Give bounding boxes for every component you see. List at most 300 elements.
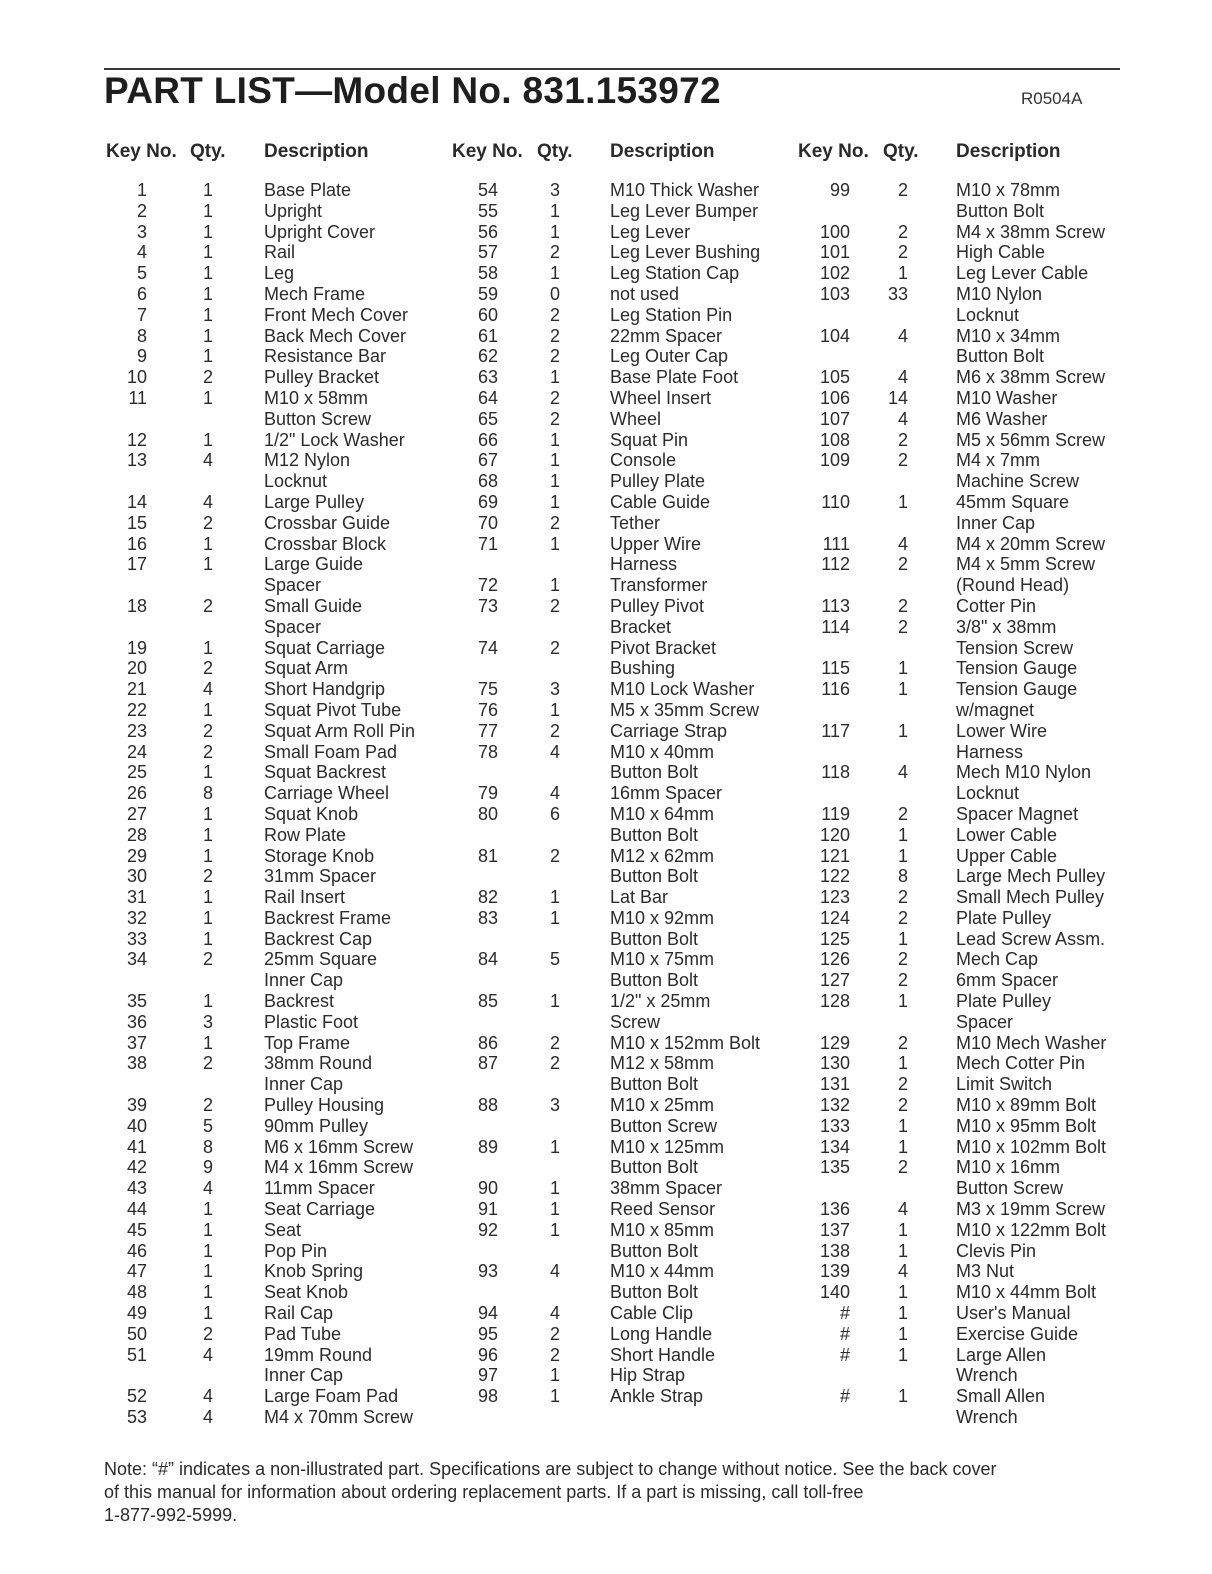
- part-description: Mech Cap: [956, 949, 1039, 970]
- part-qty: 2: [549, 408, 560, 429]
- part-qty: 1: [897, 1219, 908, 1240]
- part-qty: 1: [202, 304, 213, 325]
- table-row: [0, 596, 1212, 617]
- part-description: Hip Strap: [610, 1365, 686, 1386]
- header-qty-2: Qty.: [537, 141, 573, 162]
- part-description: Leg Lever Bumper: [610, 200, 759, 221]
- table-row: [0, 201, 1212, 222]
- footnote-line: 1-877-992-5999.: [104, 1505, 238, 1525]
- part-qty: 1: [202, 928, 213, 949]
- part-qty: 1: [549, 200, 560, 221]
- part-qty: 1: [202, 1303, 213, 1324]
- table-row: [0, 658, 1212, 679]
- part-description: M4 x 38mm Screw: [956, 221, 1106, 242]
- table-row: [0, 929, 1212, 950]
- part-key-no: 138: [819, 1240, 850, 1261]
- part-key-no: 62: [477, 346, 498, 367]
- part-qty: 2: [549, 304, 560, 325]
- part-description: Bushing: [610, 658, 676, 679]
- part-description: Ankle Strap: [610, 1386, 704, 1407]
- part-description: Leg Lever Cable: [956, 263, 1089, 284]
- part-key-no: 13: [126, 450, 147, 471]
- part-key-no: 22: [126, 699, 147, 720]
- part-description: Small Mech Pulley: [956, 887, 1105, 908]
- part-qty: 2: [897, 221, 908, 242]
- part-description: M12 Nylon: [264, 450, 351, 471]
- part-description: M5 x 35mm Screw: [610, 699, 760, 720]
- table-row: [0, 1033, 1212, 1054]
- part-key-no: 54: [477, 180, 498, 200]
- part-key-no: 28: [126, 824, 147, 845]
- part-description: 38mm Spacer: [610, 1178, 723, 1199]
- table-row: [0, 949, 1212, 970]
- part-qty: 2: [549, 845, 560, 866]
- table-row: [0, 970, 1212, 991]
- part-qty: 1: [549, 450, 560, 471]
- part-qty: 4: [549, 741, 560, 762]
- part-description: M10 x 44mm: [610, 1261, 715, 1282]
- table-row: [0, 679, 1212, 700]
- part-description: M4 x 5mm Screw: [956, 554, 1096, 575]
- part-description: M3 x 19mm Screw: [956, 1199, 1106, 1220]
- part-qty: 2: [897, 803, 908, 824]
- document-code: R0504A: [1021, 89, 1083, 108]
- part-key-no: 35: [126, 991, 147, 1012]
- part-key-no: 53: [126, 1407, 147, 1428]
- table-row: [0, 284, 1212, 305]
- part-description: Knob Spring: [264, 1261, 364, 1282]
- part-key-no: 117: [821, 720, 850, 741]
- part-key-no: 76: [477, 699, 498, 720]
- part-key-no: 122: [819, 866, 850, 887]
- part-qty: 1: [897, 658, 908, 679]
- part-key-no: 5: [136, 263, 147, 284]
- part-key-no: 79: [477, 783, 498, 804]
- part-description: Harness: [956, 741, 1024, 762]
- part-description: M10 x 34mm: [956, 325, 1061, 346]
- part-description: M5 x 56mm Screw: [956, 429, 1106, 450]
- part-description: Tether: [610, 512, 661, 533]
- part-key-no: 26: [126, 783, 147, 804]
- table-row: [0, 908, 1212, 929]
- part-key-no: 75: [477, 679, 498, 700]
- part-key-no: 73: [477, 595, 498, 616]
- part-key-no: #: [839, 1344, 850, 1365]
- part-description: M10 Nylon: [956, 283, 1043, 304]
- part-description: Upper Cable: [956, 845, 1058, 866]
- part-description: Button Bolt: [610, 1074, 699, 1095]
- part-description: Pulley Pivot: [610, 595, 705, 616]
- part-key-no: 65: [477, 408, 498, 429]
- part-qty: 1: [202, 429, 213, 450]
- part-description: Carriage Strap: [610, 720, 728, 741]
- table-row: [0, 638, 1212, 659]
- part-qty: 1: [202, 907, 213, 928]
- part-description: Machine Screw: [956, 471, 1080, 492]
- part-key-no: 18: [126, 595, 147, 616]
- part-description: Spacer Magnet: [956, 803, 1079, 824]
- table-row: [0, 222, 1212, 243]
- part-qty: 1: [549, 221, 560, 242]
- part-description: Bracket: [610, 616, 672, 637]
- part-description: Harness: [610, 554, 678, 575]
- part-key-no: 137: [819, 1219, 850, 1240]
- part-qty: 1: [202, 762, 213, 783]
- part-description: Crossbar Guide: [264, 512, 391, 533]
- part-key-no: 38: [126, 1053, 147, 1074]
- header-description-3: Description: [956, 141, 1061, 162]
- part-qty: 2: [202, 1053, 213, 1074]
- part-description: M6 x 16mm Screw: [264, 1136, 414, 1157]
- part-description: Squat Carriage: [264, 637, 386, 658]
- part-key-no: 77: [477, 720, 498, 741]
- part-qty: 2: [897, 450, 908, 471]
- part-qty: 1: [549, 491, 560, 512]
- part-description: 11mm Spacer: [264, 1178, 375, 1199]
- part-description: Storage Knob: [264, 845, 375, 866]
- part-qty: 2: [202, 949, 213, 970]
- footnote-line: Note: “#” indicates a non-illustrated part. Specifications are subject to change without notice. See the back cover: [104, 1459, 997, 1479]
- table-row: [0, 1157, 1212, 1178]
- part-key-no: 3: [136, 221, 147, 242]
- part-qty: 2: [897, 1032, 908, 1053]
- table-row: [0, 575, 1212, 596]
- part-description: 6mm Spacer: [956, 970, 1059, 991]
- part-key-no: 41: [126, 1136, 147, 1157]
- part-description: M10 x 16mm: [956, 1157, 1061, 1178]
- part-key-no: 109: [819, 450, 850, 471]
- part-description: M10 x 64mm: [610, 803, 715, 824]
- part-key-no: 89: [477, 1136, 498, 1157]
- part-qty: 14: [887, 387, 908, 408]
- part-qty: 1: [897, 845, 908, 866]
- part-key-no: #: [839, 1303, 850, 1324]
- part-qty: 1: [897, 1303, 908, 1324]
- part-description: Inner Cap: [956, 512, 1036, 533]
- part-description: Button Bolt: [956, 346, 1045, 367]
- part-description: 38mm Round: [264, 1053, 373, 1074]
- part-key-no: 59: [477, 283, 498, 304]
- part-qty: 4: [202, 679, 213, 700]
- part-qty: 1: [897, 1386, 908, 1407]
- part-key-no: 15: [126, 512, 147, 533]
- part-description: Leg Lever Bushing: [610, 242, 761, 263]
- part-key-no: 71: [477, 533, 498, 554]
- part-key-no: 136: [819, 1199, 850, 1220]
- part-qty: 1: [549, 1199, 560, 1220]
- part-description: Crossbar Block: [264, 533, 387, 554]
- part-description: Plate Pulley: [956, 991, 1052, 1012]
- part-qty: 4: [549, 1303, 560, 1324]
- table-row: [0, 1303, 1212, 1324]
- part-key-no: 51: [126, 1344, 147, 1365]
- part-qty: 2: [549, 720, 560, 741]
- part-qty: 1: [202, 845, 213, 866]
- part-qty: 4: [549, 783, 560, 804]
- part-description: M10 x 125mm: [610, 1136, 725, 1157]
- part-key-no: 86: [477, 1032, 498, 1053]
- table-row: [0, 887, 1212, 908]
- part-description: M10 x 40mm: [610, 741, 715, 762]
- table-row: [0, 1365, 1212, 1386]
- part-qty: 1: [897, 928, 908, 949]
- part-qty: 1: [202, 346, 213, 367]
- table-row: [0, 1199, 1212, 1220]
- parts-table: [0, 180, 1212, 1450]
- part-key-no: 80: [477, 803, 498, 824]
- part-description: Lead Screw Assm.: [956, 928, 1106, 949]
- part-qty: 8: [897, 866, 908, 887]
- table-row: [0, 742, 1212, 763]
- part-description: Lower Wire: [956, 720, 1048, 741]
- part-qty: 4: [202, 1407, 213, 1428]
- part-description: Leg Lever: [610, 221, 691, 242]
- part-key-no: 19: [126, 637, 147, 658]
- part-key-no: 85: [477, 991, 498, 1012]
- part-qty: 1: [202, 699, 213, 720]
- table-row: [0, 1345, 1212, 1366]
- part-qty: 1: [549, 575, 560, 596]
- table-row: [0, 1116, 1212, 1137]
- part-description: Wheel Insert: [610, 387, 712, 408]
- part-qty: 2: [897, 1157, 908, 1178]
- part-key-no: 29: [126, 845, 147, 866]
- part-description: Tension Screw: [956, 637, 1074, 658]
- table-row: [0, 367, 1212, 388]
- part-key-no: 12: [126, 429, 147, 450]
- part-description: Small Foam Pad: [264, 741, 398, 762]
- part-description: Plate Pulley: [956, 907, 1052, 928]
- part-key-no: 98: [477, 1386, 498, 1407]
- part-description: M10 x 75mm: [610, 949, 715, 970]
- part-description: Spacer: [264, 575, 322, 596]
- part-description: Cable Guide: [610, 491, 711, 512]
- part-description: M6 Washer: [956, 408, 1048, 429]
- part-description: Button Screw: [610, 1115, 718, 1136]
- table-row: [0, 1261, 1212, 1282]
- part-qty: 2: [202, 741, 213, 762]
- part-qty: 2: [897, 949, 908, 970]
- part-qty: 4: [202, 491, 213, 512]
- part-qty: 2: [897, 595, 908, 616]
- part-qty: 1: [897, 491, 908, 512]
- table-row: [0, 1178, 1212, 1199]
- part-description: Pulley Plate: [610, 471, 706, 492]
- part-description: Spacer: [956, 1011, 1014, 1032]
- part-qty: 2: [202, 595, 213, 616]
- part-key-no: 126: [819, 949, 850, 970]
- part-key-no: 44: [126, 1199, 147, 1220]
- part-description: 3/8" x 38mm: [956, 616, 1057, 637]
- part-qty: 1: [549, 471, 560, 492]
- part-qty: 1: [202, 263, 213, 284]
- part-qty: 2: [202, 1095, 213, 1116]
- part-description: Screw: [610, 1011, 661, 1032]
- part-qty: 2: [897, 1074, 908, 1095]
- part-key-no: 100: [819, 221, 850, 242]
- part-description: Leg: [264, 263, 295, 284]
- part-description: Plastic Foot: [264, 1011, 359, 1032]
- part-key-no: 23: [126, 720, 147, 741]
- part-qty: 4: [202, 450, 213, 471]
- part-qty: 0: [549, 283, 560, 304]
- part-key-no: 88: [477, 1095, 498, 1116]
- part-qty: 1: [549, 429, 560, 450]
- part-key-no: 101: [819, 242, 850, 263]
- part-description: M6 x 38mm Screw: [956, 367, 1106, 388]
- part-description: Locknut: [264, 471, 328, 492]
- part-description: Leg Station Cap: [610, 263, 740, 284]
- part-description: Console: [610, 450, 677, 471]
- part-qty: 1: [202, 1240, 213, 1261]
- table-row: [0, 346, 1212, 367]
- part-key-no: 135: [819, 1157, 850, 1178]
- part-qty: 1: [202, 824, 213, 845]
- part-key-no: 72: [477, 575, 498, 596]
- part-description: Small Allen: [956, 1386, 1046, 1407]
- part-qty: 1: [202, 1199, 213, 1220]
- part-key-no: 58: [477, 263, 498, 284]
- part-qty: 1: [202, 242, 213, 263]
- part-key-no: 95: [477, 1323, 498, 1344]
- part-key-no: 107: [819, 408, 850, 429]
- part-key-no: 48: [126, 1282, 147, 1303]
- part-qty: 2: [549, 1323, 560, 1344]
- part-description: M4 x 7mm: [956, 450, 1041, 471]
- part-description: M4 x 16mm Screw: [264, 1157, 414, 1178]
- part-key-no: 52: [126, 1386, 147, 1407]
- part-description: Wrench: [956, 1407, 1018, 1428]
- part-description: M10 x 122mm Bolt: [956, 1219, 1107, 1240]
- part-key-no: 16: [126, 533, 147, 554]
- page-title: PART LIST—Model No. 831.153972: [104, 70, 721, 111]
- header-description-2: Description: [610, 141, 715, 162]
- part-qty: 1: [202, 533, 213, 554]
- part-qty: 1: [202, 991, 213, 1012]
- part-key-no: 47: [126, 1261, 147, 1282]
- part-description: Mech Frame: [264, 283, 366, 304]
- part-key-no: 103: [819, 283, 850, 304]
- part-key-no: 123: [819, 887, 850, 908]
- part-key-no: 78: [477, 741, 498, 762]
- part-description: M10 Washer: [956, 387, 1058, 408]
- part-description: M10 x 58mm: [264, 387, 369, 408]
- part-key-no: 93: [477, 1261, 498, 1282]
- part-description: Pivot Bracket: [610, 637, 717, 658]
- part-description: 22mm Spacer: [610, 325, 723, 346]
- part-qty: 9: [202, 1157, 213, 1178]
- part-key-no: #: [839, 1323, 850, 1344]
- part-qty: 2: [202, 866, 213, 887]
- part-description: 25mm Square: [264, 949, 378, 970]
- part-description: 19mm Round: [264, 1344, 373, 1365]
- part-key-no: 2: [136, 200, 147, 221]
- part-key-no: 20: [126, 658, 147, 679]
- part-key-no: 82: [477, 887, 498, 908]
- part-key-no: 119: [821, 803, 850, 824]
- part-description: Seat: [264, 1219, 302, 1240]
- part-qty: 2: [897, 1095, 908, 1116]
- part-description: Row Plate: [264, 824, 347, 845]
- table-row: [0, 1074, 1212, 1095]
- part-qty: 1: [202, 1219, 213, 1240]
- part-description: Leg Outer Cap: [610, 346, 729, 367]
- part-key-no: 112: [821, 554, 850, 575]
- part-description: Backrest Frame: [264, 907, 392, 928]
- part-key-no: 84: [477, 949, 498, 970]
- table-row: [0, 1407, 1212, 1428]
- part-qty: 2: [897, 616, 908, 637]
- part-key-no: 127: [819, 970, 850, 991]
- part-description: M10 x 25mm: [610, 1095, 715, 1116]
- part-qty: 4: [897, 408, 908, 429]
- part-description: Upright Cover: [264, 221, 376, 242]
- part-qty: 1: [897, 720, 908, 741]
- part-key-no: 129: [819, 1032, 850, 1053]
- part-key-no: 56: [477, 221, 498, 242]
- part-qty: 1: [549, 991, 560, 1012]
- part-qty: 1: [897, 824, 908, 845]
- part-description: High Cable: [956, 242, 1046, 263]
- table-row: [0, 846, 1212, 867]
- part-key-no: 30: [126, 866, 147, 887]
- part-description: Leg Station Pin: [610, 304, 733, 325]
- part-qty: 2: [897, 887, 908, 908]
- part-key-no: 10: [126, 367, 147, 388]
- part-description: User's Manual: [956, 1303, 1071, 1324]
- part-qty: 1: [549, 367, 560, 388]
- part-key-no: 11: [128, 387, 147, 408]
- part-qty: 1: [549, 1386, 560, 1407]
- part-description: Squat Pivot Tube: [264, 699, 402, 720]
- table-row: [0, 1324, 1212, 1345]
- part-description: Cable Clip: [610, 1303, 694, 1324]
- part-qty: 1: [202, 803, 213, 824]
- part-description: M10 x 102mm Bolt: [956, 1136, 1107, 1157]
- part-qty: 1: [897, 1282, 908, 1303]
- part-description: M12 x 62mm: [610, 845, 715, 866]
- part-key-no: 111: [822, 533, 850, 554]
- part-key-no: 91: [477, 1199, 498, 1220]
- part-qty: 33: [887, 283, 908, 304]
- part-description: Back Mech Cover: [264, 325, 407, 346]
- part-qty: 1: [202, 1032, 213, 1053]
- table-row: [0, 305, 1212, 326]
- part-qty: 1: [202, 887, 213, 908]
- part-key-no: 8: [136, 325, 147, 346]
- part-description: Button Bolt: [610, 1240, 699, 1261]
- part-qty: 2: [549, 242, 560, 263]
- header-key-no-3: Key No.: [798, 141, 869, 162]
- part-description: Squat Knob: [264, 803, 359, 824]
- part-description: M10 x 85mm: [610, 1219, 715, 1240]
- part-qty: 1: [549, 887, 560, 908]
- part-description: Reed Sensor: [610, 1199, 716, 1220]
- part-qty: 4: [897, 533, 908, 554]
- part-description: M10 x 152mm Bolt: [610, 1032, 761, 1053]
- part-description: Mech M10 Nylon: [956, 762, 1092, 783]
- part-key-no: 90: [477, 1178, 498, 1199]
- part-description: Tension Gauge: [956, 658, 1078, 679]
- part-key-no: 99: [829, 180, 850, 200]
- part-key-no: 121: [819, 845, 850, 866]
- part-qty: 1: [202, 554, 213, 575]
- part-key-no: 87: [477, 1053, 498, 1074]
- part-description: Button Bolt: [610, 1157, 699, 1178]
- part-key-no: 110: [821, 491, 850, 512]
- part-key-no: 128: [819, 991, 850, 1012]
- part-qty: 2: [202, 658, 213, 679]
